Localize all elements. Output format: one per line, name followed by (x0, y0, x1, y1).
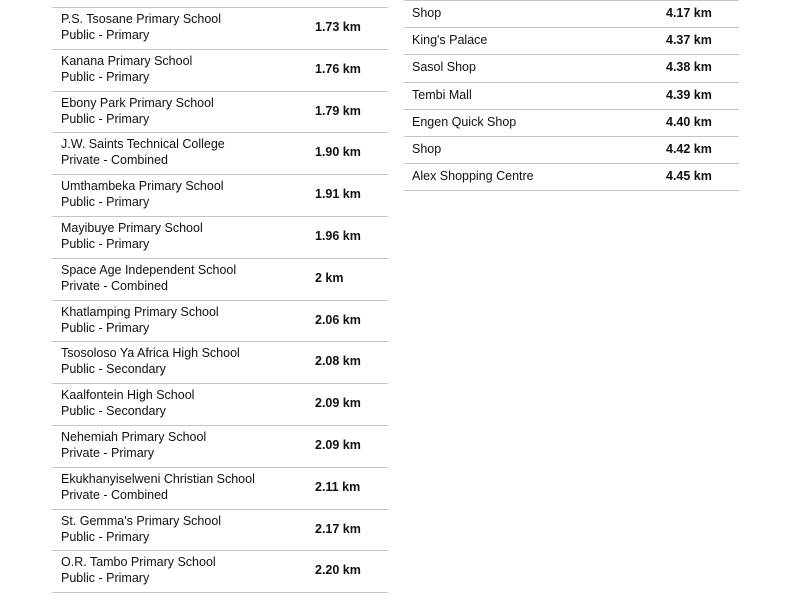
school-type: Public - Primary (61, 195, 150, 210)
school-type: Private - Combined (61, 153, 168, 168)
shop-distance: 4.17 km (666, 6, 712, 20)
shops-list (404, 1, 739, 191)
shop-distance: 4.39 km (666, 87, 712, 102)
shop-distance: 4.42 km (666, 141, 712, 156)
school-type: Public - Secondary (61, 362, 166, 377)
shop-row (404, 55, 739, 82)
school-name: Kaalfontein High School (61, 388, 195, 403)
school-row (52, 175, 388, 217)
school-distance: 2.17 km (315, 521, 361, 536)
school-distance: 1.76 km (315, 61, 361, 76)
school-name: Umthambeka Primary School (61, 179, 224, 194)
school-row (52, 133, 388, 175)
school-distance: 2.20 km (315, 563, 361, 578)
shop-name: King's Palace (412, 33, 488, 48)
school-row (52, 384, 388, 426)
shop-distance: 4.37 km (666, 33, 712, 48)
school-distance: 1.79 km (315, 103, 361, 118)
school-name: Ebony Park Primary School (61, 95, 214, 110)
shop-name: Shop (412, 141, 442, 156)
school-name: Kanana Primary School (61, 53, 193, 68)
school-name: Space Age Independent School (61, 262, 237, 277)
school-distance: 2.09 km (315, 437, 361, 452)
shop-name: Shop (412, 6, 442, 20)
school-row (52, 50, 388, 92)
school-row (52, 510, 388, 552)
school-distance: 1.96 km (315, 228, 361, 243)
school-row (52, 217, 388, 259)
school-distance: 2 km (315, 270, 344, 285)
school-name: P.S. Tsosane Primary School (61, 12, 222, 26)
shop-row (404, 28, 739, 55)
shop-name: Tembi Mall (412, 87, 472, 102)
school-name: Ekukhanyiselweni Christian School (61, 471, 255, 486)
school-distance: 2.11 km (315, 479, 361, 494)
school-type: Public - Primary (61, 236, 150, 251)
school-distance: 2.08 km (315, 354, 361, 369)
school-name: O.R. Tambo Primary School (61, 555, 216, 570)
school-name: Mayibuye Primary School (61, 220, 203, 235)
shop-name: Alex Shopping Centre (412, 169, 534, 184)
school-row (52, 342, 388, 384)
school-row (52, 301, 388, 343)
shop-row (404, 110, 739, 137)
school-type: Private - Combined (61, 278, 168, 293)
school-name: St. Gemma's Primary School (61, 513, 222, 528)
shop-distance: 4.45 km (666, 169, 712, 184)
school-type: Private - Primary (61, 445, 155, 460)
school-type: Public - Primary (61, 111, 150, 126)
school-row (52, 426, 388, 468)
school-distance: 1.73 km (315, 20, 361, 34)
school-distance: 2.09 km (315, 396, 361, 411)
shops-table (404, 0, 739, 191)
school-type: Public - Primary (61, 529, 150, 544)
school-distance: 1.91 km (315, 187, 361, 202)
school-type: Public - Primary (61, 320, 150, 335)
school-type: Private - Combined (61, 487, 168, 502)
school-name: J.W. Saints Technical College (61, 137, 225, 152)
school-name: Tsosoloso Ya Africa High School (61, 346, 240, 361)
school-row (52, 8, 388, 50)
school-type: Public - Primary (61, 69, 150, 84)
school-distance: 2.06 km (315, 312, 361, 327)
shop-name: Engen Quick Shop (412, 114, 517, 129)
shop-name: Sasol Shop (412, 60, 476, 75)
school-name: Khatlamping Primary School (61, 304, 219, 319)
school-distance: 1.90 km (315, 145, 361, 160)
shop-row (404, 83, 739, 110)
schools-list (52, 8, 388, 593)
shop-row (404, 164, 739, 191)
school-row (52, 259, 388, 301)
shop-distance: 4.40 km (666, 114, 712, 129)
shop-distance: 4.38 km (666, 60, 712, 75)
school-row (52, 92, 388, 134)
school-row (52, 468, 388, 510)
school-type: Public - Primary (61, 571, 150, 586)
school-type: Public - Primary (61, 28, 150, 42)
school-row (52, 551, 388, 593)
school-type: Public - Secondary (61, 404, 166, 419)
schools-table-top (52, 0, 388, 7)
schools-table (52, 0, 388, 593)
school-name: Nehemiah Primary School (61, 429, 207, 444)
shop-row (404, 1, 739, 28)
shop-row (404, 137, 739, 164)
